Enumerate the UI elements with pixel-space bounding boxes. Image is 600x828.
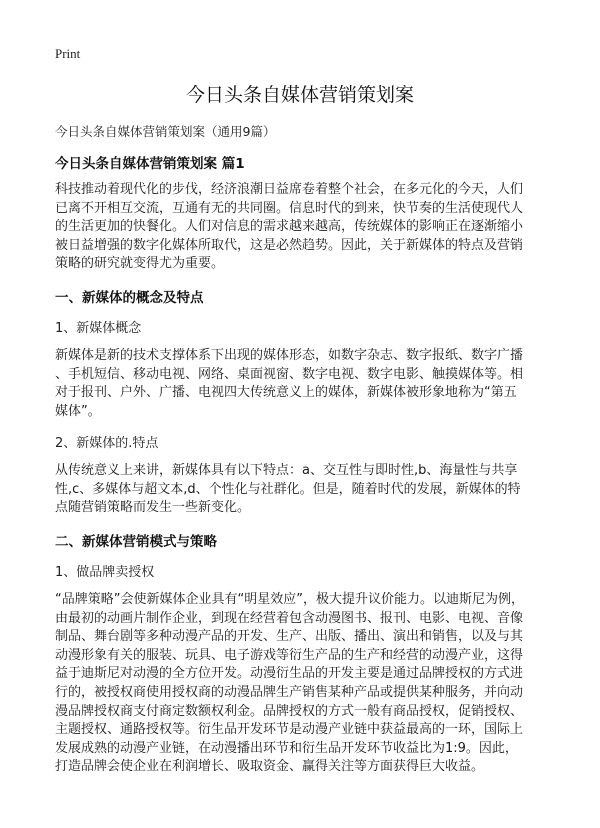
paragraph-line: 漫品牌授权商支付商定数额权利金。品牌授权的方式一般有商品授权，促销授权、 <box>55 703 524 719</box>
paragraph-line: 主题授权、通路授权等。衍生品开发环节是动漫产业链中获益最高的一环，国际上 <box>55 722 524 738</box>
paragraph-line: 发展成熟的动漫产业链，在动漫播出环节和衍生品开发环节收益比为1:9。因此， <box>55 740 518 756</box>
paragraph-line: 行的，被授权商使用授权商的动漫品牌生产销售某种产品或提供某种服务，并向动 <box>55 684 524 700</box>
paragraph-line: 从传统意义上来讲，新媒体具有以下特点：a、交互性与即时性,b、海量性与共享 <box>55 463 518 478</box>
paragraph-line: 媒体”。 <box>55 403 101 419</box>
article-heading: 今日头条自媒体营销策划案 篇1 <box>55 156 245 172</box>
section-heading: 一、新媒体的概念及特点 <box>55 290 204 306</box>
paragraph-line: 益于迪斯尼对动漫的全方位开发。动漫衍生品的开发主要是通过品牌授权的方式进 <box>55 666 524 682</box>
paragraph-line: 对于报刊、户外、广播、电视四大传统意义上的媒体，新媒体被形象地称为“第五 <box>55 385 517 401</box>
paragraph-line: 、手机短信、移动电视、网络、桌面视窗、数字电视、数字电影、触摸媒体等。相 <box>55 366 524 382</box>
features-paragraph <box>55 462 550 518</box>
paragraph-line: 动漫形象有关的服装、玩具、电子游戏等衍生产品的生产和经营的动漫产业，这得 <box>55 647 524 663</box>
brand-licensing-paragraph <box>55 591 550 777</box>
intro-paragraph <box>55 181 550 274</box>
paragraph-line: 制品、舞台剧等多种动漫产品的开发、生产、出版、播出、演出和销售，以及与其 <box>55 629 524 645</box>
paragraph-line: 点随营销策略而发生一些新变化。 <box>55 500 251 516</box>
paragraph-line: 策略的研究就变得尤为重要。 <box>55 256 225 272</box>
paragraph-line: 打造品牌会使企业在利润增长、吸取资金、赢得关注等方面获得巨大收益。 <box>55 759 485 775</box>
page-title: 今日头条自媒体营销策划案 <box>185 84 414 106</box>
print-link[interactable]: Print <box>55 46 81 61</box>
document-subtitle: 今日头条自媒体营销策划案（通用9篇） <box>55 124 276 139</box>
subsection-heading: 1、做品牌卖授权 <box>55 565 155 580</box>
paragraph-line: “品牌策略”会使新媒体企业具有“明星效应”，极大提升议价能力。以迪斯尼为例， <box>55 592 524 607</box>
subsection-heading: 1、新媒体概念 <box>55 321 142 336</box>
paragraph-line: 被日益增强的数字化媒体所取代，这是必然趋势。因此，关于新媒体的特点及营销 <box>55 237 524 253</box>
section-heading: 二、新媒体营销模式与策略 <box>55 534 217 550</box>
paragraph-line: 已离不开相互交流，互通有无的共同圈。信息时代的到来，快节奏的生活使现代人 <box>55 200 524 216</box>
concept-paragraph <box>55 347 550 421</box>
paragraph-line: 性,c、多媒体与超文本,d、个性化与社群化。但是，随着时代的发展，新媒体的特 <box>55 481 521 497</box>
subsection-heading: 2、新媒体的.特点 <box>55 436 159 451</box>
paragraph-line: 科技推动着现代化的步伐，经济浪潮日益席卷着整个社会，在多元化的今天，人们 <box>55 182 524 197</box>
paragraph-line: 新媒体是新的技术支撑体系下出现的媒体形态，如数字杂志、数字报纸、数字广播 <box>55 348 524 363</box>
paragraph-line: 由最初的动画片制作企业，到现在经营着包含动漫图书、报刊、电影、电视、音像 <box>55 610 524 626</box>
paragraph-line: 的生活更加的快餐化。人们对信息的需求越来越高，传统媒体的影响正在逐渐缩小 <box>55 219 524 235</box>
